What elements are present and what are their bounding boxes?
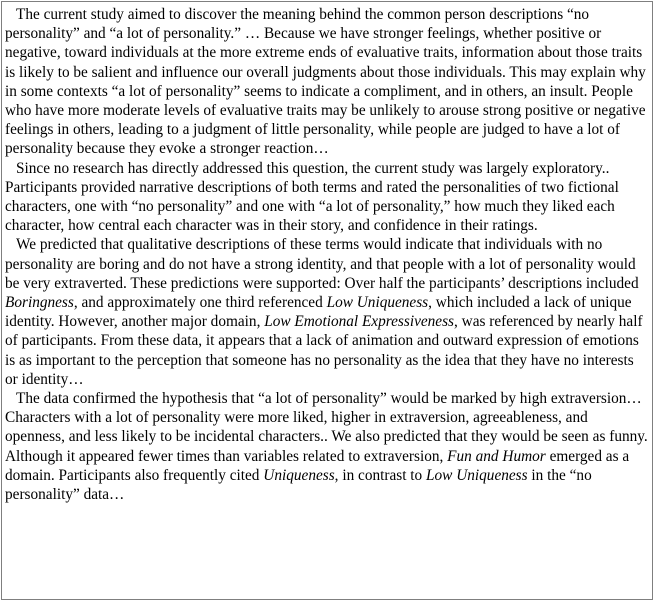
italic-term: Low Emotional Expressiveness <box>264 313 454 331</box>
text-run: , was referenced by nearly half of participants. From these data, it appears that a lack of animation and outward expression of emotions is as important to the perception that someone has no personality as the idea that they have no interests or identity… <box>5 313 643 388</box>
text-run: We predicted that qualitative descriptions of these terms would indicate that individuals with no personality are boring and do not have a strong identity, and that people with a lot of personality would be very extraverted. These predictions were supported: Over half the participants’ descriptions included <box>5 236 639 292</box>
italic-term: Low Uniqueness <box>426 466 528 484</box>
document-body <box>5 5 649 504</box>
text-run: in the “no personality” data… <box>5 466 592 504</box>
text-run: The current study aimed to discover the meaning behind the common person descriptions “no personality” and “a lot of personality.” … Because we have stronger feelings, whether positive or negative, toward individuals at the more extreme ends of evaluative traits, information about those traits is likely to be salient and influence our overall judgments about those individuals. This may explain why in some contexts “a lot of personality” seems to indicate a compliment, and in others, an insult. People who have more moderate levels of evaluative traits may be unlikely to arouse strong positive or negative feelings in others, leading to a judgment of little personality, while people are judged to have a lot of personality because they evoke a stronger reaction… <box>5 6 646 158</box>
text-run: , which included a lack of unique identity. However, another major domain, <box>5 294 632 331</box>
italic-term: Boringness <box>5 294 74 312</box>
italic-term: Fun and Humor <box>447 447 546 465</box>
text-run: The data confirmed the hypothesis that “a lot of personality” would be marked by high extraversion… Characters with a lot of personality were more liked, higher in extraversion, agreeableness, and openness, and less likely to be incidental characters.. We also predicted that they would be seen as funny. Although it appeared fewer times than variables related to extraversion, <box>5 390 648 465</box>
text-run: , and approximately one third referenced <box>73 294 327 312</box>
text-run: emerged as a domain. Participants also frequently cited <box>5 447 630 484</box>
paragraph-2 <box>5 159 649 236</box>
text-run: Since no research has directly addressed this question, the current study was largely exploratory.. Participants provided narrative descriptions of both terms and rated the personalities of two fictional characters, one with “no personality” and one with “a lot of personality,” how much they liked each character, how central each character was in their story, and confidence in their ratings. <box>5 159 619 235</box>
italic-term: Low Uniqueness <box>326 294 429 312</box>
italic-term: Uniqueness <box>263 466 335 484</box>
text-run: , in contrast to <box>334 466 427 484</box>
paragraph-4 <box>5 389 649 504</box>
paragraph-3 <box>5 235 649 389</box>
paragraph-1 <box>5 5 649 159</box>
